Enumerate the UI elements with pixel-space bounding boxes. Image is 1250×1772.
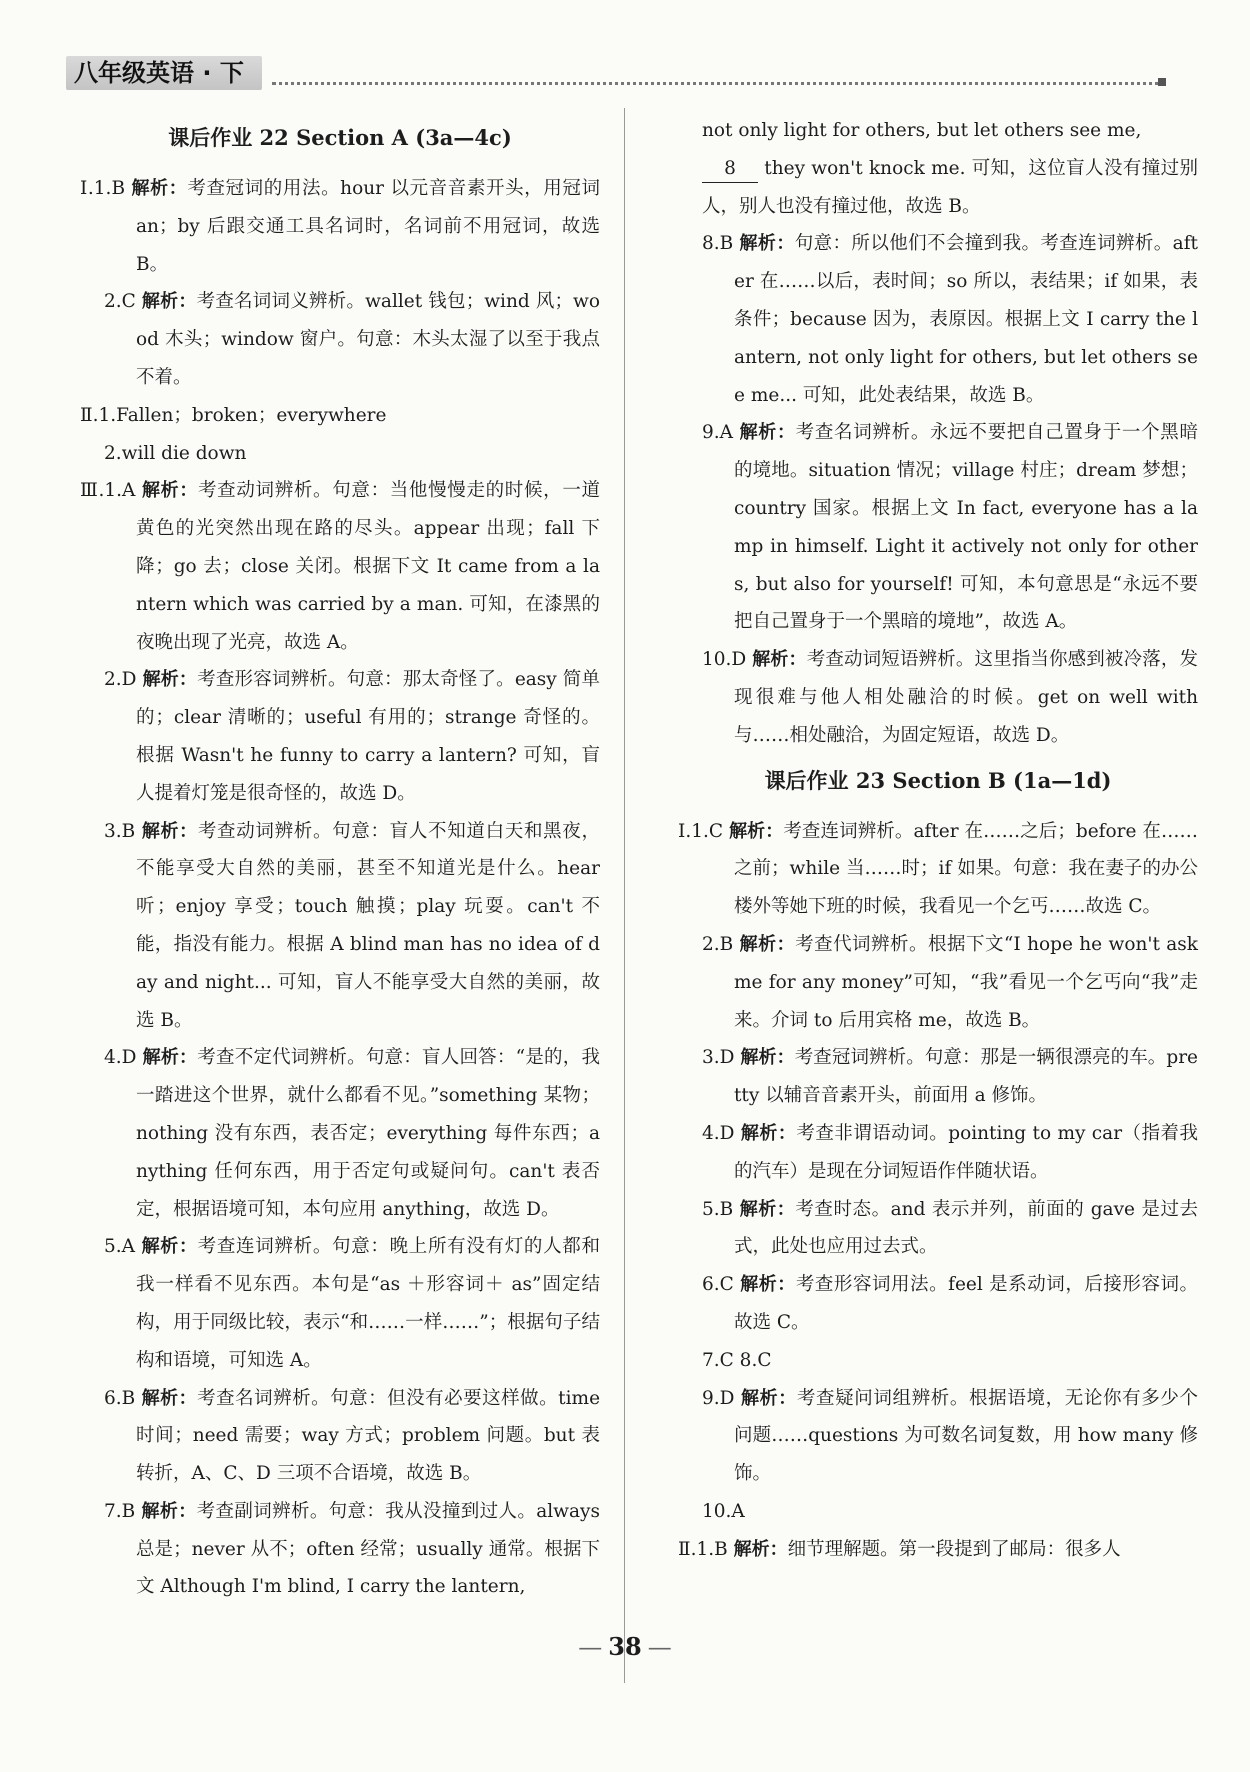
left-column	[80, 112, 600, 1606]
right-column	[678, 112, 1198, 1568]
answer-label: Ⅱ.1.B	[678, 1538, 734, 1560]
answer-item	[678, 1266, 1198, 1342]
answer-item	[80, 170, 600, 283]
answer-item	[678, 1380, 1198, 1493]
answer-item	[678, 1531, 1198, 1569]
answer-list-22	[80, 170, 600, 1606]
answer-label: 6.B	[104, 1387, 142, 1409]
answer-item	[80, 1380, 600, 1493]
answer-item	[80, 397, 600, 435]
answer-list-23	[678, 813, 1198, 1569]
analysis-keyword: 解析：	[740, 1274, 796, 1296]
answer-label: 9.D	[702, 1387, 741, 1409]
answer-label: 4.D	[702, 1122, 741, 1144]
answer-text: 考查代词辨析。根据下文“I hope he won't ask me for any money”可知，“我”看见一个乞丐向“我”走来。介词 to 后用宾格 me，故选 B。	[734, 933, 1199, 1031]
answer-text: not only light for others, but let others see me,	[702, 120, 1142, 141]
answer-text: 考查名词辨析。句意：但没有必要这样做。time 时间；need 需要；way 方式；problem 问题。but 表转折，A、C、D 三项不合语境，故选 B。	[136, 1387, 601, 1485]
answer-label: Ⅱ.1.	[80, 404, 117, 426]
answer-text: 考查冠词的用法。hour 以元音音素开头，用冠词 an；by 后跟交通工具名词时，名词前不用冠词，故选 B。	[136, 178, 600, 275]
analysis-keyword: 解析：	[733, 1538, 788, 1560]
analysis-keyword: 解析：	[141, 291, 197, 313]
answer-item	[678, 1039, 1198, 1115]
answer-text: 考查不定代词辨析。句意：盲人回答：“是的，我一踏进这个世界，就什么都看不见。”something 某物；nothing 没有东西，表否定；everything 每件东西；anything 任何东西，用于否定句或疑问句。can't 表否定，根据语境可知，本句应用 anything，故选 D。	[136, 1047, 600, 1220]
answer-label: Ⅲ.1.A	[80, 480, 142, 502]
answer-text: 考查动词辨析。句意：当他慢慢走的时候，一道黄色的光突然出现在路的尽头。appear 出现；fall 下降；go 去；close 关闭。根据下文 It came from a lantern which was carried by a man. 可知，在漆黑的夜晚出现了光亮，故选 A。	[136, 480, 600, 653]
answer-label: 7.B	[104, 1500, 142, 1522]
analysis-keyword: 解析：	[740, 1122, 797, 1144]
answer-label: 7.C 8.C	[702, 1349, 772, 1371]
analysis-keyword: 解析：	[142, 1047, 198, 1069]
analysis-keyword: 解析：	[141, 1387, 198, 1409]
analysis-keyword: 解析：	[141, 480, 198, 502]
answer-label: 2.C	[104, 291, 142, 313]
answer-text: 考查副词辨析。句意：我从没撞到过人。always 总是；never 从不；often 经常；usually 通常。根据下文 Although I'm blind, I carry the lantern,	[136, 1500, 600, 1598]
answer-item	[678, 1115, 1198, 1191]
answer-item	[678, 641, 1198, 754]
answer-item	[80, 283, 600, 396]
answer-label: Ⅰ.1.C	[678, 820, 730, 842]
answer-text: 考查形容词用法。feel 是系动词，后接形容词。故选 C。	[734, 1274, 1199, 1333]
answer-label: 5.A	[104, 1236, 142, 1258]
answer-label: 10.D	[702, 649, 753, 671]
answer-text: 考查连词辨析。句意：晚上所有没有灯的人都和我一样看不见东西。本句是“as ＋形容词＋ as”固定结构，用于同级比较，表示“和……一样……”；根据句子结构和语境，可知选 A。	[136, 1236, 600, 1371]
answer-text: 考查名词辨析。永远不要把自己置身于一个黑暗的境地。situation 情况；village 村庄；dream 梦想；country 国家。根据上文 In fact, everyone has a lamp in himself. Light it actively not only for others, but also for yourself! 可知，本句意思是“永远不要把自己置身于一个黑暗的境地”，故选 A。	[734, 422, 1198, 633]
analysis-keyword: 解析：	[141, 1236, 198, 1258]
answer-label: 3.B	[104, 820, 142, 842]
answer-item	[80, 1228, 600, 1379]
answer-item	[678, 1191, 1198, 1267]
answer-item	[678, 150, 1198, 226]
analysis-keyword: 解析：	[741, 1387, 797, 1409]
answer-text: Fallen；broken；everywhere	[116, 404, 387, 426]
answer-label: 8.B	[702, 233, 740, 255]
answer-label: 4.D	[104, 1047, 143, 1069]
answer-label: 6.C	[702, 1274, 741, 1296]
analysis-keyword: 解析：	[740, 1047, 795, 1069]
analysis-keyword: 解析：	[141, 820, 198, 842]
answer-text: 考查非谓语动词。pointing to my car（指着我的汽车）是现在分词短语作伴随状语。	[734, 1122, 1198, 1182]
page-number: — 38 —	[560, 1632, 690, 1661]
analysis-keyword: 解析：	[142, 669, 198, 691]
answer-text: 考查连词辨析。after 在……之后；before 在……之前；while 当……时；if 如果。句意：我在妻子的办公楼外等她下班的时候，我看见一个乞丐……故选 C。	[734, 820, 1199, 918]
answer-item	[80, 813, 600, 1040]
answer-text: 考查冠词辨析。句意：那是一辆很漂亮的车。pretty 以辅音音素开头，前面用 a 修饰。	[734, 1047, 1198, 1107]
answer-item	[678, 1342, 1198, 1380]
answer-label: 2.	[104, 442, 122, 464]
header-end-mark	[1158, 78, 1166, 86]
answer-list-22-continued	[678, 112, 1198, 755]
header-title: 八年级英语 · 下	[66, 56, 262, 90]
running-header	[66, 56, 1166, 92]
header-dotted-rule	[272, 82, 1166, 85]
answer-text: 考查时态。and 表示并列，前面的 gave 是过去式，此处也应用过去式。	[734, 1198, 1199, 1258]
answer-text: 考查动词辨析。句意：盲人不知道白天和黑夜，不能享受大自然的美丽，甚至不知道光是什么。hear 听；enjoy 享受；touch 触摸；play 玩耍。can't 不能，指没有能力。根据 A blind man has no idea of day and night... 可知，盲人不能享受大自然的美丽，故选 B。	[136, 820, 600, 1031]
answer-label: 5.B	[702, 1198, 740, 1220]
answer-item	[80, 1493, 600, 1606]
analysis-keyword: 解析：	[131, 178, 188, 199]
analysis-keyword: 解析：	[729, 820, 784, 842]
analysis-keyword: 解析：	[141, 1500, 197, 1522]
analysis-keyword: 解析：	[739, 233, 795, 255]
analysis-keyword: 解析：	[739, 422, 796, 444]
answer-item	[678, 112, 1198, 150]
answer-item	[80, 435, 600, 473]
answer-label: 2.D	[104, 669, 143, 691]
answer-text: will die down	[121, 442, 247, 464]
column-divider	[624, 108, 625, 1683]
analysis-keyword: 解析：	[739, 1198, 796, 1220]
section-title-22: 课后作业 22 Section A (3a—4c)	[168, 125, 512, 150]
answer-text: 考查动词短语辨析。这里指当你感到被冷落，发现很难与他人相处融洽的时候。get on well with 与……相处融洽，为固定短语，故选 D。	[734, 649, 1198, 746]
answer-text: 考查形容词辨析。句意：那太奇怪了。easy 简单的；clear 清晰的；useful 有用的；strange 奇怪的。根据 Wasn't he funny to carry a lantern? 可知，盲人提着灯笼是很奇怪的，故选 D。	[136, 669, 600, 804]
blank-number: 8	[702, 156, 758, 183]
answer-label: 3.D	[702, 1047, 741, 1069]
answer-item	[80, 472, 600, 661]
answer-item	[678, 414, 1198, 641]
answer-label: 10.A	[702, 1500, 745, 1522]
answer-text: 细节理解题。第一段提到了邮局：很多人	[787, 1538, 1121, 1560]
answer-label: 2.B	[702, 933, 740, 955]
answer-item	[678, 1493, 1198, 1531]
answer-item	[678, 813, 1198, 926]
answer-text: 考查疑问词组辨析。根据语境，无论你有多少个问题……questions 为可数名词复数，用 how many 修饰。	[734, 1387, 1198, 1485]
answer-item	[80, 1039, 600, 1228]
answer-text: 句意：所以他们不会撞到我。考查连词辨析。after 在……以后，表时间；so 所以，表结果；if 如果，表条件；because 因为，表原因。根据上文 I carry the lantern, not only light for others, but let others see me... 可知，此处表结果，故选 B。	[734, 233, 1198, 406]
answer-text: 考查名词词义辨析。wallet 钱包；wind 风；wood 木头；window 窗户。句意：木头太湿了以至于我点不着。	[136, 291, 601, 388]
answer-item	[678, 225, 1198, 414]
analysis-keyword: 解析：	[739, 933, 796, 955]
analysis-keyword: 解析：	[752, 649, 807, 671]
section-title-23: 课后作业 23 Section B (1a—1d)	[764, 767, 1112, 793]
answer-text: they won't knock me. 可知，这位盲人没有撞过别人，别人也没有撞过他，故选 B。	[702, 157, 1198, 217]
answer-label: 9.A	[702, 422, 740, 444]
answer-item	[678, 926, 1198, 1039]
answer-label: Ⅰ.1.B	[80, 178, 132, 199]
answer-item	[80, 661, 600, 812]
